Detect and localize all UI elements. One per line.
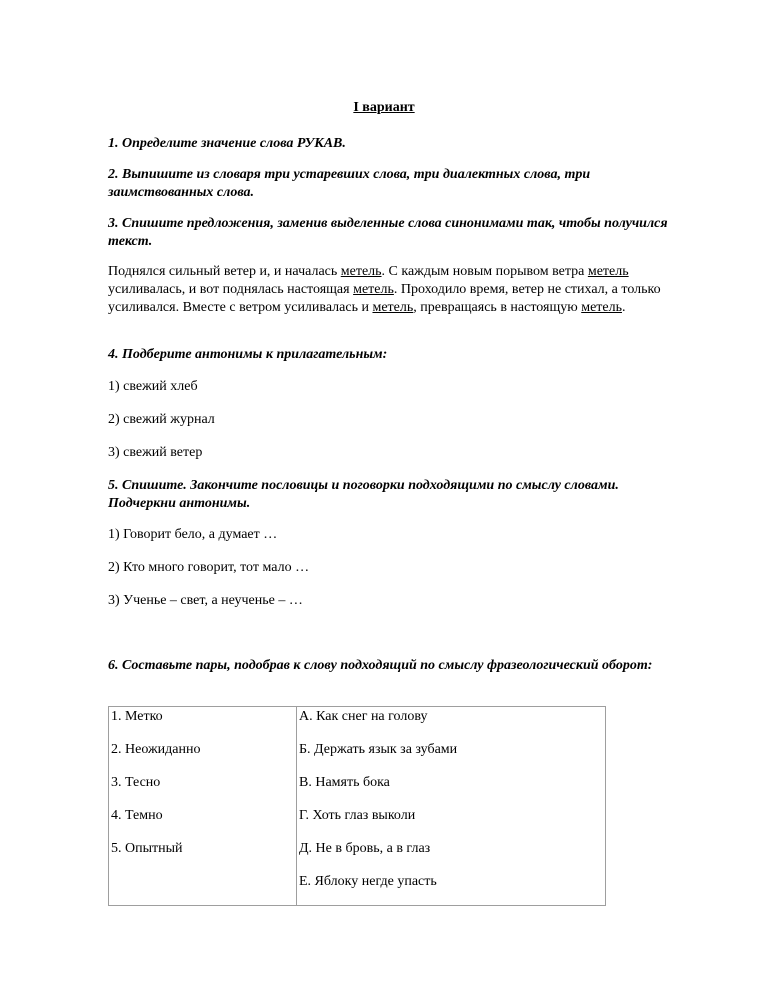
highlighted-word: метель — [340, 264, 382, 279]
task-6-heading: 6. Составьте пары, подобрав к слову подходящий по смыслу фразеологический оборот: — [108, 658, 653, 673]
text-segment: . Проходило время, ветер не стихал, а только усиливался. Вместе с ветром усиливалась и — [108, 282, 661, 315]
task-5-item: 3) Ученье – свет, а неученье – … — [108, 593, 303, 608]
table-cell-word: 3. Тесно — [111, 775, 161, 790]
table-cell-word: 2. Неожиданно — [111, 742, 201, 757]
task-4-heading: 4. Подберите антонимы к прилагательным: — [108, 347, 388, 362]
task-3-text — [108, 263, 698, 317]
table-cell-word: 1. Метко — [111, 709, 163, 724]
table-cell-phrase: А. Как снег на голову — [299, 709, 428, 724]
text-segment: усиливалась, и вот поднялась настоящая — [108, 282, 354, 297]
highlighted-word: метель — [581, 300, 622, 315]
phrases-column — [297, 707, 606, 906]
task-5-item: 1) Говорит бело, а думает … — [108, 527, 278, 542]
task-5-heading: 5. Спишите. Закончите пословицы и поговорки подходящими по смыслу словами. Подчеркни антонимы. — [108, 478, 619, 511]
text-segment: . С каждым новым порывом ветра — [381, 264, 588, 279]
task-1-heading: 1. Определите значение слова РУКАВ. — [108, 136, 346, 151]
text-segment: Поднялся сильный ветер и, и началась — [108, 264, 341, 279]
matching-table — [108, 706, 606, 906]
task-4-item: 1) свежий хлеб — [108, 379, 198, 394]
table-cell-phrase: Г. Хоть глаз выколи — [299, 808, 416, 823]
task-4-item: 2) свежий журнал — [108, 412, 215, 427]
variant-title: I вариант — [353, 100, 415, 115]
task-2-heading: 2. Выпишите из словаря три устаревших слова, три диалектных слова, три заимствованных слова. — [108, 167, 591, 200]
task-4-item: 3) свежий ветер — [108, 445, 203, 460]
highlighted-word: метель — [372, 300, 414, 315]
task-5-item: 2) Кто много говорит, тот мало … — [108, 560, 310, 575]
table-cell-phrase: Б. Держать язык за зубами — [299, 742, 458, 757]
table-cell-phrase: В. Намять бока — [299, 775, 390, 790]
text-segment: , превращаясь в настоящую — [413, 300, 582, 315]
table-cell-phrase: Д. Не в бровь, а в глаз — [299, 841, 431, 856]
task-3-heading: 3. Спишите предложения, заменив выделенные слова синонимами так, чтобы получился текст. — [108, 216, 668, 249]
table-cell-word: 5. Опытный — [111, 841, 183, 856]
highlighted-word: метель — [353, 282, 394, 297]
table-cell-word: 4. Темно — [111, 808, 163, 823]
text-segment: . — [621, 300, 626, 315]
highlighted-word: метель — [587, 264, 629, 279]
words-column — [109, 707, 297, 906]
table-cell-phrase: Е. Яблоку негде упасть — [299, 874, 437, 889]
